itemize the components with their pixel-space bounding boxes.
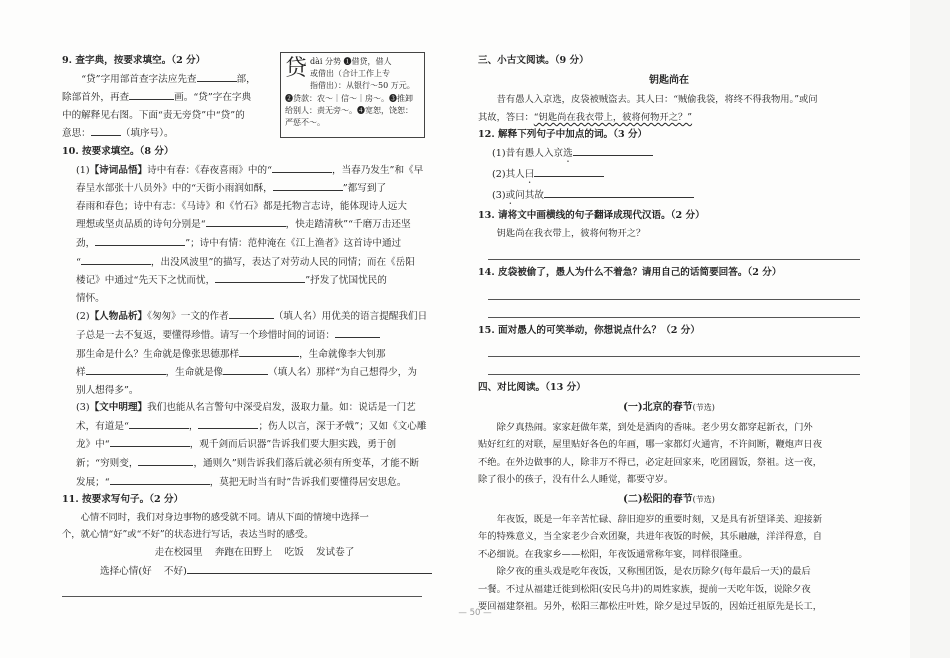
- question-9: 9. 查字典，按要求填空。（2 分） “贷”字用部首查字法应先查 部， 除部首外，再查 画。“贷”字在字典 中的解释见右图。下面“责无旁贷”中“贷”的 意思： （填序号）。: [62, 52, 447, 143]
- q11-choice: 发试卷了: [315, 547, 355, 559]
- q10-blank-16[interactable]: [110, 473, 210, 485]
- q10-blank-11[interactable]: [223, 363, 268, 375]
- page-number: — 50 —: [458, 608, 492, 618]
- q9-blank-meaning[interactable]: [91, 124, 121, 136]
- q12-blank-3[interactable]: [544, 186, 694, 198]
- passage-b-title: (二)松阳的春节: [623, 493, 693, 505]
- q13-answer-line[interactable]: [488, 242, 860, 260]
- q10-blank-6[interactable]: [215, 271, 305, 283]
- q9-blank-strokes[interactable]: [129, 88, 174, 100]
- right-column: 三、小古文阅读。（9 分） 钥匙尚在 昔有愚人入京选，皮袋被贼盗去。其人曰：“贼偷我袋，将终不得我物用。”或问 其故，答曰：“钥匙尚在我衣带上，彼将何物开之？” 12. 解释下列句子中加点的词。（3 分） (1)昔有愚人入京选 (2)其人曰 (3)或问其故 13. 请将文中画横线的句子翻译成现代汉语。（2 分） 钥匙尚在我衣带上，彼将何物开之？ 14. 皮袋被偷了，愚人为什么不着急？请用自己的话简要回答。（2 分） 15. 面对愚人的可笑举动，你想说点什么？（2 分） 四、对比阅读。（13 分） (一)北京的春节(节选) 除夕真热闹。家家赶做年菜，到处是酒肉的香味。老少男女都穿起新衣，门外 贴好红红的对联，屋里贴好各色的年画，哪一家都灯火通宵，不许间断，鞭炮声日夜 不绝。在外边做事的人，除非万不得已，必定赶回家来，吃团圆饭，祭祖。这一夜， 除了很小的孩子，没有什么人睡觉，都要守岁。 (二)松阳的春节(节选) 年夜饭，既是一年辛苦忙碌、辞旧迎岁的重要时刻，又是具有祈望译美、迎接新 年的特殊意义，当全家老少合欢团聚，共进年夜饭的时候，其乐融融，洋洋得意，自 不必细说。在我家乡——松阳，年夜饭通常称年宴，同样很隆重。 除夕夜的重头戏是吃年夜饭，又称围团饭，是农历除夕(每年最后一天)的最后 一餐。不过从福建迁徙到松阳(安民乌井)的周姓家族，提前一天吃年饭，说除夕夜 要回福建祭祖。另外，松阳三都松庄叶姓，除夕是过早饭的，因始迁祖原先是长工，: [478, 52, 860, 616]
- q12-blank-1[interactable]: [573, 144, 653, 156]
- q10-blank-15[interactable]: [138, 454, 193, 466]
- q10-blank-1[interactable]: [272, 161, 332, 173]
- q14-answer-line-1[interactable]: [488, 282, 860, 300]
- q12-blank-2[interactable]: [534, 165, 604, 177]
- q13-title: 13. 请将文中画横线的句子翻译成现代汉语。（2 分）: [478, 209, 705, 221]
- q11-answer-line-1[interactable]: [187, 562, 432, 574]
- q9-blank-radical[interactable]: [197, 70, 237, 82]
- q10-blank-13[interactable]: [198, 417, 258, 429]
- q10-blank-3[interactable]: [206, 215, 286, 227]
- q10-blank-8[interactable]: [335, 326, 380, 338]
- underlined-sentence: “钥匙尚在我衣带上，彼将何物开之？”: [533, 111, 693, 123]
- q11-choice: 吃饭: [284, 547, 304, 559]
- question-10: 10. 按要求填空。（8 分） (1)【诗词品悟】诗中有春：《春夜喜雨》中的“ ，当春乃发生”和《早 春呈水部张十八员外》中的“天街小雨润如酥， ”都写到了 春雨和春色；诗中有志：《马诗》和《竹石》都是托物言志诗，能体现诗人远大 理想或坚贞品质的诗句分别是“ ，快走踏清秋”“千磨万击还坚 劲， ”；诗中有情：范仲淹在《江上渔者》这首诗中通过 “ ，出没风波里”的描写，表达了对劳动人民的同情；而在《岳阳 楼记》中通过“先天下之忧而忧， ”抒发了忧国忧民的 情怀。 (2)【人物品析】《匆匆》一文的作者 （填人名）用优美的语言提醒我们日 子总是一去不复返，要懂得珍惜。请写一个珍惜时间的词语： 那生命是什么？生命就是像张思德那样 ，生命就像李大钊那 样 ，生命就是像 （填人名）那样“为自己想得少，为 别人想得多”。 (3)【文中明理】我们也能从名言警句中深受启发，汲取力量。如：说话是一门艺 术，有道是“ ， ；伤人以言，深于矛戟”；又如《文心雕 龙》中“ ，观千剑而后识器”告诉我们要大胆实践，勇于创 新；“穷则变， ，通则久”则告诉我们落后就必须有所变革，才能不断 发展；“ ，莫把无时当有时”告诉我们要懂得居安思危。: [62, 143, 447, 491]
- q11-answer-line-2[interactable]: [62, 580, 422, 597]
- q15-title: 15. 面对愚人的可笑举动，你想说点什么？（2 分）: [478, 324, 700, 336]
- q11-choices: [62, 544, 447, 562]
- dictionary-character: 贷: [285, 56, 308, 81]
- q10-blank-12[interactable]: [129, 417, 189, 429]
- q10-blank-14[interactable]: [110, 435, 190, 447]
- section-3-title: 三、小古文阅读。（9 分）: [478, 55, 589, 66]
- q14-title: 14. 皮袋被偷了，愚人为什么不着急？请用自己的话简要回答。（2 分）: [478, 267, 782, 279]
- q10-blank-9[interactable]: [239, 345, 299, 357]
- q10-blank-2[interactable]: [273, 179, 343, 191]
- section-4-title: 四、对比阅读。（13 分）: [478, 382, 586, 394]
- q10-blank-7[interactable]: [229, 307, 274, 319]
- q15-answer-line-2[interactable]: [488, 357, 860, 375]
- q15-answer-line-1[interactable]: [488, 339, 860, 357]
- passage-a-title: (一)北京的春节: [623, 401, 693, 413]
- q11-choice: 奔跑在田野上: [214, 547, 273, 559]
- q10-blank-10[interactable]: [86, 363, 166, 375]
- dictionary-entry-box: 贷 dài 分势 ❶借贷，借人 或借出（合计工作上专 指借出）：从银行～50 万元。 ❷贷款：农～｜信～｜房～。❸推卸 给别人：责无旁～。❹宽恕，饶恕： 严惩不～。: [280, 52, 425, 138]
- q9-title: 9. 查字典，按要求填空。（2 分）: [62, 55, 206, 66]
- q10-blank-5[interactable]: [81, 253, 151, 265]
- q10-blank-4[interactable]: [95, 234, 185, 246]
- passage-title: 钥匙尚在: [649, 74, 689, 86]
- q12-title: 12. 解释下列句子中加点的词。（3 分）: [478, 129, 648, 141]
- q11-choice: 走在校园里: [154, 547, 203, 559]
- q10-title: 10. 按要求填空。（8 分）: [62, 145, 174, 157]
- q11-title: 11. 按要求写句子。（2 分）: [62, 494, 184, 506]
- q14-answer-line-2[interactable]: [488, 300, 860, 318]
- question-11: 11. 按要求写句子。（2 分） 心情不同时，我们对身边事物的感受就不同。请从下面的情境中选择一 个，就心情“好”或“不好”的状态进行写话，表达当时的感受。 走在校园里 奔跑在田野上 吃饭 发试卷了 选择心情(好 不好): [62, 491, 447, 597]
- page-edge-margin: [910, 0, 950, 658]
